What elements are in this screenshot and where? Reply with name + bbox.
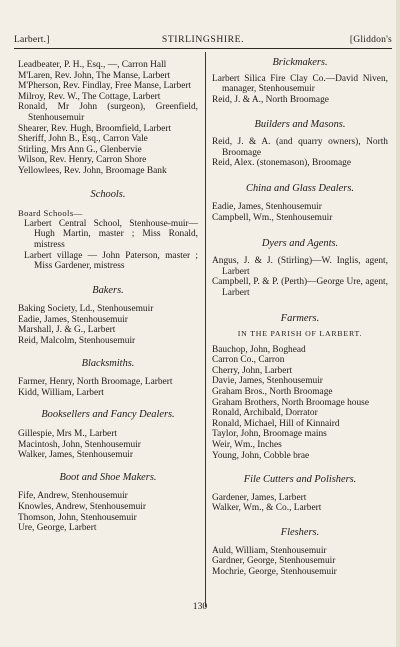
list-item: Reid, J. & A., North Broomage [212, 94, 329, 105]
list-item: Young, John, Cobble brae [212, 450, 310, 461]
section-heading-file-cutters: File Cutters and Polishers. [243, 474, 357, 486]
list-item: Gardner, George, Stenhousemuir [212, 556, 336, 567]
list-item: Graham Bros., North Broomage [212, 387, 333, 398]
list-item: Weir, Wm., Inches [212, 440, 282, 451]
list-item: Gillespie, Mrs M., Larbert [18, 429, 117, 440]
right-column [212, 57, 388, 577]
list-item: Cherry, John, Larbert [212, 365, 293, 376]
header-left: Larbert.] [14, 34, 50, 45]
list-item: Carron Co., Carron [212, 355, 285, 366]
left-column [18, 60, 198, 534]
list-item: Campbell, P. & P. (Perth)—George Ure, agent, Larbert [212, 277, 388, 298]
section-heading-farmers: Farmers. [280, 312, 320, 324]
list-item: Sheriff, John B., Esq., Carron Vale [18, 134, 148, 145]
list-item: Yellowlees, Rev. John, Broomage Bank [18, 165, 167, 176]
section-heading-booksellers: Booksellers and Fancy Dealers. [41, 409, 175, 421]
list-item: Auld, William, Stenhousemuir [212, 545, 327, 556]
section-heading-schools: Schools. [90, 188, 126, 200]
section-heading-blacksmiths: Blacksmiths. [81, 357, 135, 369]
list-item: Walker, James, Stenhousemuir [18, 450, 133, 461]
list-item: Angus, J. & J. (Stirling)—W. Inglis, agent, Larbert [212, 256, 388, 277]
list-item: Knowles, Andrew, Stenhousemuir [18, 502, 147, 512]
list-item: Milroy, Rev. W., The Cottage, Larbert [18, 91, 161, 102]
list-item: Larbert Central School, Stenhouse-muir—Hugh Martin, master ; Miss Ronald, mistress [24, 218, 198, 250]
page-edge [396, 0, 400, 647]
list-item: Davie, James, Stenhousemuir [212, 376, 323, 387]
header-title: STIRLINGSHIRE. [161, 34, 245, 45]
running-header [14, 34, 392, 48]
list-item: M'Laren, Rev. John, The Manse, Larbert [18, 70, 171, 81]
list-item: Eadie, James, Stenhousemuir [18, 314, 128, 325]
header-right: [Gliddon's [349, 34, 392, 45]
section-heading-bakers: Bakers. [92, 284, 124, 296]
list-item: Larbert Silica Fire Clay Co.—David Niven, manager, Stenhousemuir [212, 73, 388, 95]
list-item: Marshall, J. & G., Larbert [18, 325, 116, 336]
list-item: Baking Society, Ld., Stenhousemuir [18, 304, 154, 315]
list-item: Reid, Malcolm, Stenhousemuir [18, 336, 136, 347]
list-item: Taylor, John, Broomage mains [212, 429, 327, 440]
list-item: Ronald, Mr John (surgeon), Greenfield, Stenhousemuir [18, 102, 198, 123]
list-item: Mochrie, George, Stenhousemuir [212, 566, 337, 577]
list-item: Fife, Andrew, Stenhousemuir [18, 491, 128, 502]
list-item: Ure, George, Larbert [18, 523, 97, 534]
list-item: Gardener, James, Larbert [212, 492, 307, 503]
list-item: Bauchop, John, Boghead [212, 344, 306, 355]
list-item: Campbell, Wm., Stenhousemuir [212, 212, 333, 223]
column-divider [205, 52, 206, 607]
list-item: M'Pherson, Rev. Findlay, Free Manse, Larbert [18, 81, 192, 92]
farmers-subheading: IN THE PARISH OF LARBERT. [237, 329, 363, 339]
list-item: Farmer, Henry, North Broomage, Larbert [18, 377, 173, 388]
section-heading-builders: Builders and Masons. [254, 119, 346, 131]
page-number: 130 [192, 601, 208, 612]
list-item: Walker, Wm., & Co., Larbert [212, 503, 322, 514]
section-heading-fleshers: Fleshers. [280, 527, 320, 538]
list-item: Ronald, Michael, Hill of Kinnaird [212, 418, 340, 429]
list-item: Kidd, William, Larbert [18, 387, 104, 398]
list-item: Thomson, John, Stenhousemuir [18, 512, 137, 523]
list-item: Larbert village — John Paterson, master ; Miss Gardener, mistress [24, 250, 198, 272]
section-heading-china-glass: China and Glass Dealers. [246, 182, 354, 194]
section-heading-boot-shoe: Boot and Shoe Makers. [59, 471, 157, 483]
list-item: Macintosh, John, Stenhousemuir [18, 439, 141, 450]
section-heading-brickmakers: Brickmakers. [272, 57, 328, 68]
list-item: Stirling, Mrs Ann G., Glenbervie [18, 144, 142, 155]
header-rule [14, 48, 392, 49]
list-item: Ronald, Archibald, Dorrator [212, 408, 318, 419]
list-item: Wilson, Rev. Henry, Carron Shore [18, 155, 147, 166]
schools-label: Board Schools— [18, 208, 83, 219]
list-item: Graham Brothers, North Broomage house [212, 397, 369, 408]
list-item: Shearer, Rev. Hugh, Broomfield, Larbert [18, 123, 172, 134]
list-item: Reid, Alex. (stonemason), Broomage [212, 158, 352, 169]
section-heading-dyers: Dyers and Agents. [261, 237, 339, 249]
list-item: Leadbeater, P. H., Esq., —, Carron Hall [18, 60, 167, 70]
list-item: Reid, J. & A. (and quarry owners), North Broomage [212, 136, 388, 158]
list-item: Eadie, James, Stenhousemuir [212, 202, 322, 213]
